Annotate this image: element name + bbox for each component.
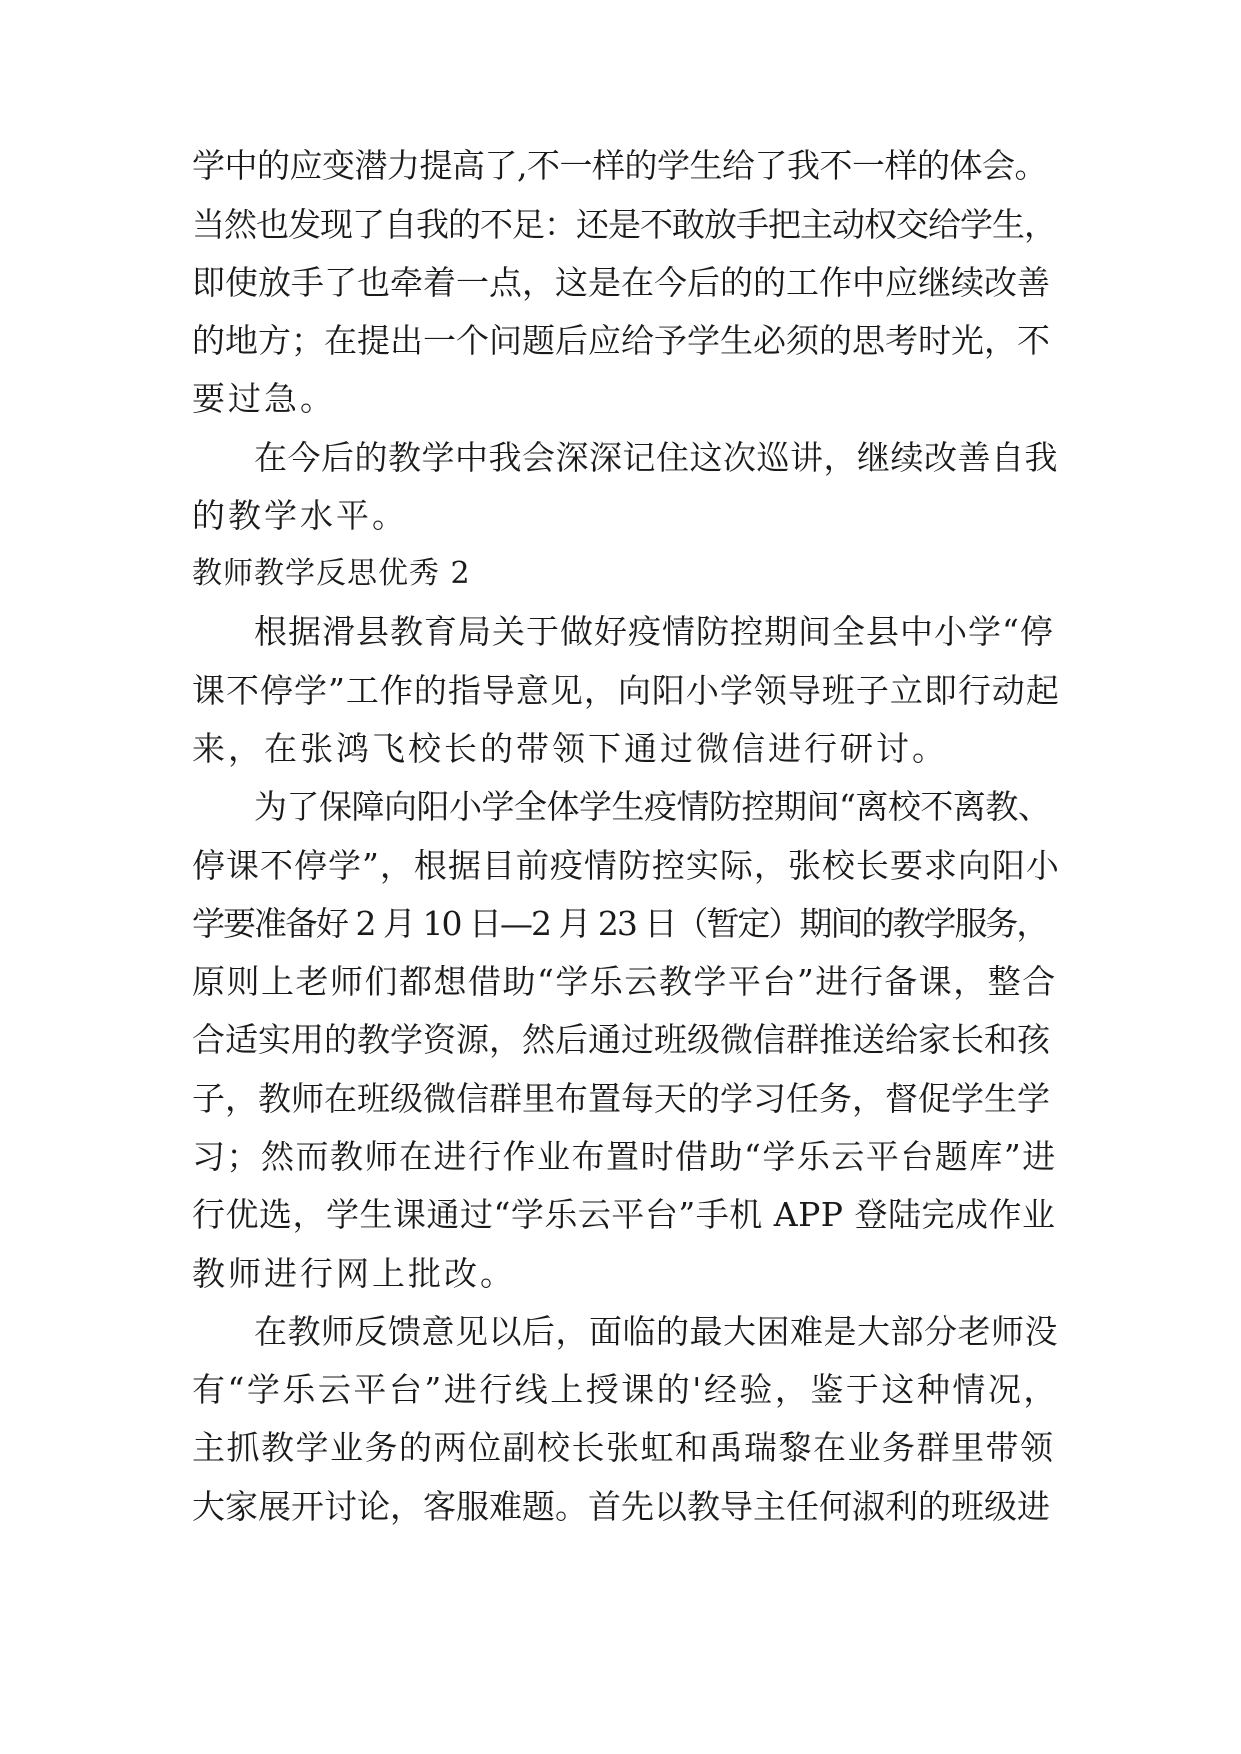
text-line: 在今后的教学中我会深深记住这次巡讲，继续改善自我	[254, 438, 1058, 477]
text-line: 的地方；在提出一个问题后应给予学生必须的思考时光，不	[192, 321, 1050, 360]
text-line: 在教师反馈意见以后，面临的最大困难是大部分老师没	[254, 1312, 1058, 1351]
text-line: 子，教师在班级微信群里布置每天的学习任务，督促学生学	[192, 1079, 1050, 1118]
text-line: 主抓教学业务的两位副校长张虹和禹瑞黎在业务群里带领	[192, 1428, 1055, 1467]
text-line: 学要准备好 2 月 10 日—2 月 23 日（暂定）期间的教学服务，	[192, 904, 1048, 943]
text-line: 原则上老师们都想借助“学乐云教学平台”进行备课，整合	[192, 962, 1057, 1001]
text-line: 要过急。	[192, 379, 336, 418]
section-heading: 教师教学反思优秀 2	[192, 556, 471, 591]
text-line: 根据滑县教育局关于做好疫情防控期间全县中小学“停	[254, 612, 1054, 651]
text-line: 教师进行网上批改。	[192, 1254, 516, 1293]
text-line: 当然也发现了自我的不足：还是不敢放手把主动权交给学生，	[192, 205, 1056, 244]
text-line: 大家展开讨论，客服难题。首先以教导主任何淑利的班级进	[192, 1487, 1050, 1526]
text-line: 的教学水平。	[192, 496, 408, 535]
text-line: 习；然而教师在进行作业布置时借助“学乐云平台题库”进	[192, 1137, 1057, 1176]
text-line: 课不停学”工作的指导意见，向阳小学领导班子立即行动起	[192, 671, 1060, 710]
text-line: 合适实用的教学资源，然后通过班级微信群推送给家长和孩	[192, 1020, 1050, 1059]
text-line: 学中的应变潜力提高了,不一样的学生给了我不一样的体会。	[192, 146, 1047, 185]
text-line: 即使放手了也牵着一点，这是在今后的的工作中应继续改善	[192, 263, 1050, 302]
text-line: 停课不停学”，根据目前疫情防控实际，张校长要求向阳小	[192, 846, 1060, 885]
text-line: 为了保障向阳小学全体学生疫情防控期间“离校不离教、	[254, 787, 1051, 826]
text-line: 有“学乐云平台”进行线上授课的'经验，鉴于这种情况，	[192, 1370, 1059, 1409]
text-line: 来，在张鸿飞校长的带领下通过微信进行研讨。	[192, 729, 948, 768]
text-line: 行优选，学生课通过“学乐云平台”手机 APP 登陆完成作业	[192, 1195, 1056, 1234]
